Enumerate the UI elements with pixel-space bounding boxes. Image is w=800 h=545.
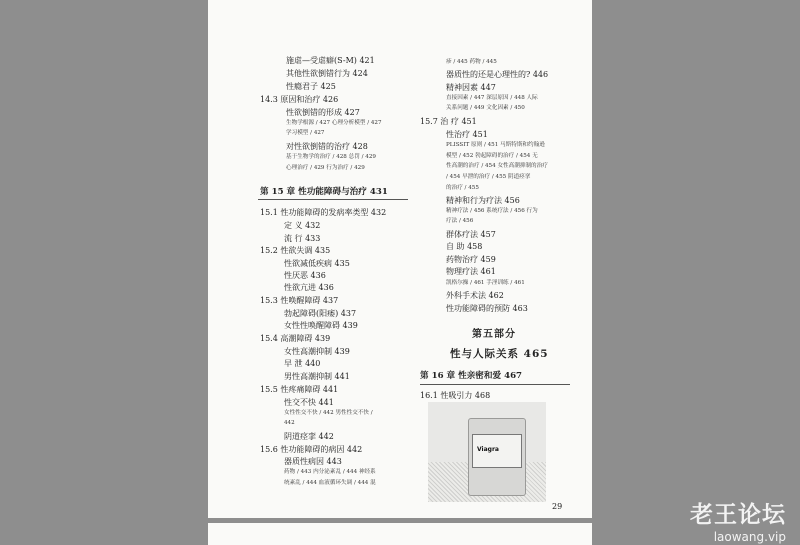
toc-left-entry: 女性高潮抑制 439 — [284, 347, 350, 356]
toc-left-entry: 早 泄 440 — [284, 359, 321, 368]
toc-right-entry: 性高潮的治疗 / 454 女性高潮抑制的治疗 — [446, 163, 548, 169]
toc-right-entry: 疗法 / 456 — [446, 218, 474, 224]
toc-left-entry: 施虐—受虐癖(S-M) 421 — [286, 56, 375, 65]
toc-left-entry: 14.3 原因和治疗 426 — [260, 95, 339, 104]
toc-left-entry: 定 义 432 — [284, 221, 321, 230]
toc-right-entry: 精神和行为疗法 456 — [446, 196, 520, 205]
toc-right-entry: 性功能障碍的预防 463 — [446, 304, 528, 313]
toc-right-entry: 模型 / 452 勃起障碍的治疗 / 454 无 — [446, 153, 538, 159]
toc-left-entry: 药物 / 443 内分泌紊乱 / 444 神经系 — [284, 469, 376, 475]
toc-left-entry: 442 — [284, 420, 295, 426]
toc-left-entry: 阴道痉挛 442 — [284, 432, 334, 441]
chapter-16-rule — [420, 384, 570, 385]
toc-left-entry: 15.5 性疼痛障碍 441 — [260, 385, 339, 394]
watermark — [690, 496, 786, 544]
section-16-1: 16.1 性吸引力 468 — [420, 391, 491, 400]
watermark-url: laowang.vip — [713, 530, 786, 544]
toc-left-entry: 15.2 性欲失调 435 — [260, 246, 331, 255]
bottle-brand: Viagra — [477, 446, 499, 453]
toc-left-entry: 15.4 高潮障碍 439 — [260, 334, 331, 343]
toc-left-entry: 生物学根源 / 427 心理分析模型 / 427 — [286, 120, 382, 126]
toc-left-entry: 心理治疗 / 429 行为治疗 / 429 — [286, 165, 365, 171]
toc-left-entry: 对性欲倒错的治疗 428 — [286, 142, 368, 151]
toc-left-entry: 女性性唤醒障碍 439 — [284, 321, 358, 330]
toc-right-entry: 精神因素 447 — [446, 83, 496, 92]
toc-right-entry: 群体疗法 457 — [446, 230, 496, 239]
toc-left-entry: 15.6 性功能障碍的病因 442 — [260, 445, 363, 454]
toc-right-entry: 器质性的还是心理性的? 446 — [446, 70, 549, 79]
toc-left-entry: 性瘾君子 425 — [286, 82, 336, 91]
toc-right-entry: PLISSIT 原则 / 451 马斯特斯和约翰逊 — [446, 142, 545, 148]
toc-left-entry: 勃起障碍(阳痿) 437 — [284, 309, 357, 318]
toc-right-entry: 疹 / 445 药物 / 445 — [446, 59, 497, 65]
toc-left-entry: 学习模型 / 427 — [286, 130, 325, 136]
watermark-title: 老王论坛 — [690, 502, 786, 528]
toc-right-entry: 15.7 治 疗 451 — [420, 117, 477, 126]
toc-right-entry: / 454 早泄的治疗 / 455 阴道痉挛 — [446, 174, 531, 180]
toc-right-entry: 直接因素 / 447 深层原因 / 448 人际 — [446, 95, 538, 101]
toc-right-entry: 物理疗法 461 — [446, 267, 496, 276]
toc-left-entry: 性欲减低疾病 435 — [284, 259, 350, 268]
toc-right-entry: 的治疗 / 455 — [446, 185, 479, 191]
toc-left-entry: 其他性欲倒错行为 424 — [286, 69, 368, 78]
toc-left-entry: 男性高潮抑制 441 — [284, 372, 350, 381]
toc-left-entry: 基于生物学的治疗 / 428 总罚 / 429 — [286, 154, 376, 160]
toc-right-entry: 药物治疗 459 — [446, 255, 496, 264]
toc-left-entry: 流 行 433 — [284, 234, 321, 243]
toc-left-entry: 15.3 性唤醒障碍 437 — [260, 296, 339, 305]
toc-left-entry: 性交不快 441 — [284, 398, 334, 407]
toc-left-entry: 性欲倒错的形成 427 — [286, 108, 360, 117]
next-page-edge — [208, 523, 592, 545]
chapter-16-heading: 第 16 章 性亲密和爱 467 — [420, 371, 523, 381]
viagra-photo — [428, 402, 546, 502]
toc-left-entry: 女性性交不快 / 442 男性性交不快 / — [284, 410, 373, 416]
toc-left-entry: 性厌恶 436 — [284, 271, 326, 280]
toc-right-entry: 关系问题 / 449 文化因素 / 450 — [446, 105, 525, 111]
toc-right-entry: 精神疗法 / 456 系统疗法 / 456 行为 — [446, 208, 538, 214]
toc-right-entry: 自 助 458 — [446, 242, 483, 251]
toc-left-entry: 统紊乱 / 444 血液循环失调 / 444 混 — [284, 480, 376, 486]
toc-right-entry: 凯格尔操 / 461 手淫训练 / 461 — [446, 280, 525, 286]
toc-right-entry: 性治疗 451 — [446, 130, 488, 139]
chapter-15-rule — [258, 199, 408, 200]
toc-left-entry: 性欲亢进 436 — [284, 283, 334, 292]
toc-right-entry: 外科手术法 462 — [446, 291, 504, 300]
toc-left-entry: 第 15 章 性功能障碍与治疗 431 — [260, 187, 388, 197]
part-five-title: 第五部分 — [472, 329, 516, 340]
toc-left-entry: 15.1 性功能障碍的发病率类型 432 — [260, 208, 387, 217]
part-five-subtitle: 性与人际关系 465 — [450, 348, 549, 360]
toc-left-entry: 器质性病因 443 — [284, 457, 342, 466]
page-number: 29 — [552, 502, 563, 511]
